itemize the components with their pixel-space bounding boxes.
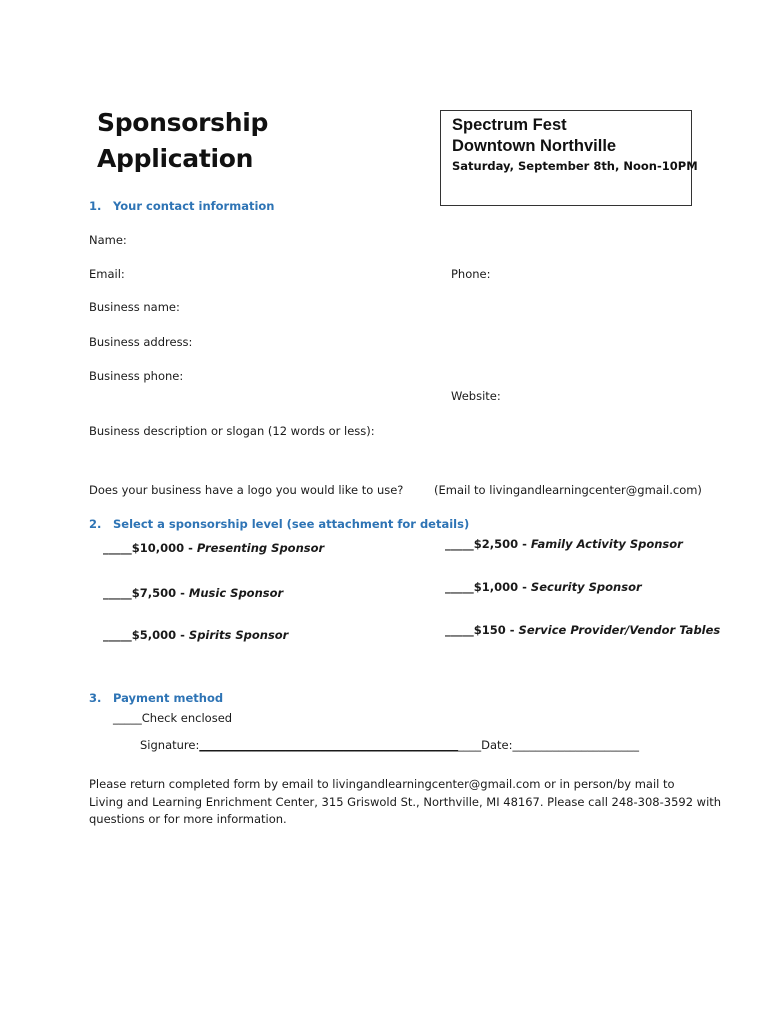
section-1-heading	[89, 199, 275, 213]
event-date: Saturday, September 8th, Noon-10PM	[452, 159, 698, 173]
page-title-line2: Application	[97, 144, 254, 173]
signature-row	[140, 738, 639, 752]
level-amount: $5,000 -	[131, 628, 189, 642]
logo-question: Does your business have a logo you would like to use?	[89, 483, 404, 497]
section-1-number: 1.	[89, 199, 102, 213]
section-3-number: 3.	[89, 691, 102, 705]
section-2-number: 2.	[89, 517, 102, 531]
level-name: Presenting Sponsor	[196, 541, 325, 555]
return-instructions	[89, 776, 722, 829]
sponsor-level-presenting[interactable]	[103, 541, 324, 555]
business-phone-field-label: Business phone:	[89, 369, 184, 383]
event-location: Downtown Northville	[452, 137, 617, 155]
section-2-heading	[89, 517, 469, 531]
sponsor-level-security[interactable]	[445, 580, 642, 594]
level-amount: $1,000 -	[473, 580, 531, 594]
signature-line[interactable]: _____________________________________________	[199, 738, 459, 752]
level-amount: $150 -	[473, 623, 519, 637]
return-instructions-line3: questions or for more information.	[89, 812, 287, 826]
level-amount: $2,500 -	[473, 537, 531, 551]
sponsor-level-music[interactable]	[103, 586, 283, 600]
return-instructions-line2: Living and Learning Enrichment Center, 315 Griswold St., Northville, MI 48167. Please call 248-308-3592 with	[89, 794, 722, 809]
level-blank: _____	[103, 628, 132, 642]
date-label: Date:	[481, 738, 513, 752]
section-3-title: Payment method	[113, 691, 224, 705]
event-info-box	[440, 110, 698, 206]
sponsor-level-vendor-tables[interactable]	[445, 623, 720, 637]
name-field-label: Name:	[89, 233, 127, 247]
level-blank: _____	[103, 586, 132, 600]
logo-email-note: (Email to livingandlearningcenter@gmail.com)	[434, 483, 702, 497]
level-blank: _____	[445, 623, 474, 637]
sponsor-level-spirits[interactable]	[103, 628, 288, 642]
level-name: Family Activity Sponsor	[530, 537, 683, 551]
date-line[interactable]: ______________________	[512, 738, 639, 752]
event-name: Spectrum Fest	[452, 116, 567, 134]
signature-label: Signature:	[140, 738, 200, 752]
level-blank: _____	[445, 580, 474, 594]
level-name: Spirits Sponsor	[188, 628, 289, 642]
website-field-label: Website:	[451, 389, 501, 403]
check-enclosed-option[interactable]: _____Check enclosed	[113, 711, 233, 725]
level-blank: _____	[103, 541, 132, 555]
business-name-field-label: Business name:	[89, 300, 180, 314]
level-name: Security Sponsor	[530, 580, 642, 594]
level-blank: _____	[445, 537, 474, 551]
signature-line-tail: ____	[458, 738, 482, 752]
level-name: Service Provider/Vendor Tables	[518, 623, 721, 637]
page-title-line1: Sponsorship	[97, 108, 269, 137]
section-2-title: Select a sponsorship level (see attachment for details)	[113, 517, 470, 531]
level-amount: $10,000 -	[131, 541, 197, 555]
section-1-title: Your contact information	[113, 199, 275, 213]
level-name: Music Sponsor	[188, 586, 284, 600]
email-field-label: Email:	[89, 267, 125, 281]
business-address-field-label: Business address:	[89, 335, 193, 349]
section-3-heading	[89, 691, 223, 705]
description-field-label: Business description or slogan (12 words or less):	[89, 424, 375, 438]
return-instructions-line1: Please return completed form by email to livingandlearningcenter@gmail.com or in person/by mail to	[89, 777, 675, 791]
level-amount: $7,500 -	[131, 586, 189, 600]
sponsor-level-family-activity[interactable]	[445, 537, 683, 551]
phone-field-label: Phone:	[451, 267, 491, 281]
